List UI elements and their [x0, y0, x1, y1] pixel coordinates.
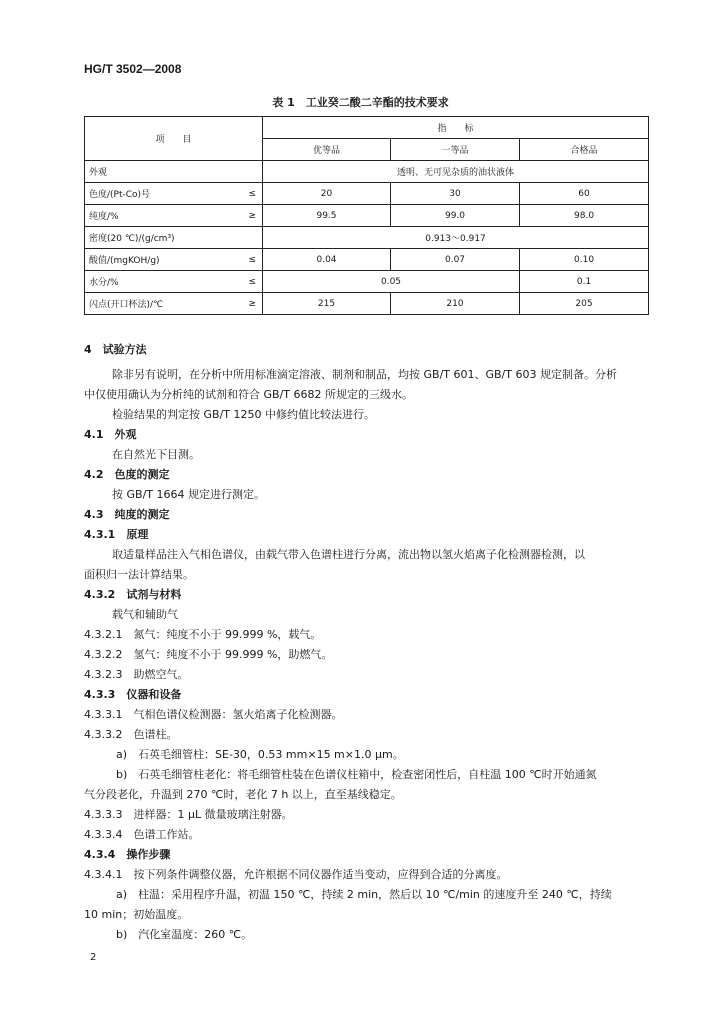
- table-row: [85, 161, 649, 183]
- list-item: a) 柱温：采用程序升温，初温 150 ℃，持续 2 min，然后以 10 ℃/min 的速度升至 240 ℃，持续: [116, 888, 612, 901]
- row-item: 纯度/%: [85, 205, 243, 227]
- paragraph: 检验结果的判定按 GB/T 1250 中修约值比较法进行。: [112, 408, 375, 421]
- section-heading: 4.3.1 原理: [84, 528, 149, 541]
- spec-table: [84, 116, 649, 315]
- table-row: [85, 183, 649, 205]
- clause: 4.3.4.1 按下列条件调整仪器，允许根据不同仪器作适当变动，应得到合适的分离度。: [84, 868, 508, 881]
- paragraph: 在自然光下目测。: [112, 448, 200, 461]
- clause: 4.3.3.2 色谱柱。: [84, 728, 178, 741]
- row-item: 闪点(开口杯法)/℃: [85, 293, 243, 315]
- row-value: 0.07: [391, 249, 520, 271]
- row-value: 0.05: [263, 271, 520, 293]
- table-row: [85, 227, 649, 249]
- clause: 4.3.3.4 色谱工作站。: [84, 828, 200, 841]
- section-heading: 4.2 色度的测定: [84, 468, 170, 481]
- clause: 4.3.3.1 气相色谱仪检测器：氢火焰离子化检测器。: [84, 708, 343, 721]
- paragraph: 取适量样品注入气相色谱仪，由载气带入色谱柱进行分离，流出物以氢火焰离子化检测器检测，以: [112, 548, 585, 561]
- list-item: a) 石英毛细管柱：SE-30，0.53 mm×15 m×1.0 μm。: [116, 748, 404, 761]
- list-item: b) 汽化室温度：260 ℃。: [116, 928, 253, 941]
- header-item: 项 目: [85, 117, 263, 161]
- header-index: 指 标: [263, 117, 649, 139]
- table-title: 表 1 工业癸二酸二辛酯的技术要求: [272, 96, 449, 109]
- table-row: [85, 293, 649, 315]
- clause: 4.3.2.2 氢气：纯度不小于 99.999 %，助燃气。: [84, 648, 333, 661]
- row-item: 密度(20 ℃)/(g/cm³): [85, 227, 263, 249]
- row-value: 0.04: [263, 249, 391, 271]
- paragraph: 面积归一法计算结果。: [84, 568, 194, 581]
- page-number: 2: [90, 952, 97, 963]
- row-value: 20: [263, 183, 391, 205]
- paragraph: 中仅使用确认为分析纯的试剂和符合 GB/T 6682 所规定的三级水。: [84, 388, 413, 401]
- row-value: 210: [391, 293, 520, 315]
- row-symbol: ≤: [243, 249, 263, 271]
- row-item: 酸值/(mgKOH/g): [85, 249, 243, 271]
- list-item: 10 min；初始温度。: [84, 908, 189, 921]
- row-symbol: ≤: [243, 183, 263, 205]
- section-heading: 4.1 外观: [84, 428, 137, 441]
- row-symbol: ≤: [243, 271, 263, 293]
- row-value: 205: [520, 293, 649, 315]
- row-item: 外观: [85, 161, 263, 183]
- list-item: b) 石英毛细管柱老化：将毛细管柱装在色谱仪柱箱中，检查密闭性后，自柱温 100 ℃时开始通氮: [116, 768, 597, 781]
- row-value: 215: [263, 293, 391, 315]
- section-heading: 4 试验方法: [84, 343, 147, 356]
- table-row: [85, 205, 649, 227]
- list-item: 气分段老化，升温到 270 ℃时，老化 7 h 以上，直至基线稳定。: [84, 788, 402, 801]
- row-value: 0.913～0.917: [263, 227, 649, 249]
- grade-superior: 优等品: [263, 139, 391, 161]
- row-value: 60: [520, 183, 649, 205]
- paragraph: 按 GB/T 1664 规定进行测定。: [112, 488, 265, 501]
- document-code: HG/T 3502—2008: [84, 62, 182, 76]
- row-value: 98.0: [520, 205, 649, 227]
- row-value: 30: [391, 183, 520, 205]
- table-row: [85, 249, 649, 271]
- row-symbol: ≥: [243, 205, 263, 227]
- row-value: 透明、无可见杂质的油状液体: [263, 161, 649, 183]
- section-heading: 4.3.4 操作步骤: [84, 848, 171, 861]
- row-symbol: ≥: [243, 293, 263, 315]
- grade-qualified: 合格品: [520, 139, 649, 161]
- row-value: 0.1: [520, 271, 649, 293]
- clause: 4.3.3.3 进样器：1 μL 微量玻璃注射器。: [84, 808, 293, 821]
- section-heading: 4.3 纯度的测定: [84, 508, 170, 521]
- paragraph: 除非另有说明，在分析中所用标准滴定溶液、制剂和制品，均按 GB/T 601、GB/T 603 规定制备。分析: [112, 368, 617, 381]
- row-value: 0.10: [520, 249, 649, 271]
- row-value: 99.5: [263, 205, 391, 227]
- table-row: [85, 271, 649, 293]
- clause: 4.3.2.1 氮气：纯度不小于 99.999 %，载气。: [84, 628, 322, 641]
- row-value: 99.0: [391, 205, 520, 227]
- paragraph: 载气和辅助气: [112, 608, 178, 621]
- section-heading: 4.3.2 试剂与材料: [84, 588, 182, 601]
- clause: 4.3.2.3 助燃空气。: [84, 668, 189, 681]
- grade-first: 一等品: [391, 139, 520, 161]
- section-heading: 4.3.3 仪器和设备: [84, 688, 182, 701]
- row-item: 色度/(Pt-Co)号: [85, 183, 243, 205]
- row-item: 水分/%: [85, 271, 243, 293]
